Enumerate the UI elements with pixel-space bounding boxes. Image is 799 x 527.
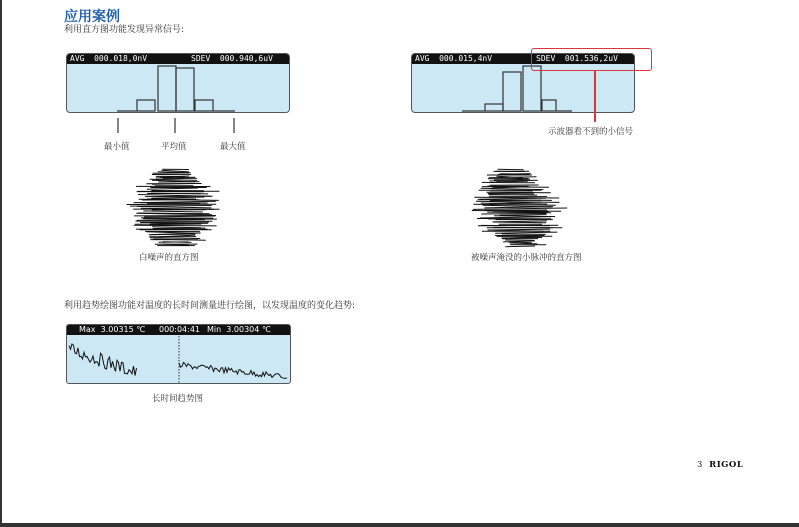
noise-stroke	[510, 243, 538, 244]
pulse-noise-caption: 被噪声淹没的小脉冲的直方图	[471, 253, 582, 263]
noise-stroke	[501, 238, 542, 239]
trend-intro: 利用趋势绘图功能对温度的长时间测量进行绘图，以发现温度的变化趋势:	[64, 301, 356, 311]
histogram-bar	[523, 66, 541, 111]
noise-stroke	[481, 188, 544, 189]
trend-line-left	[69, 344, 137, 376]
noise-stroke	[494, 179, 530, 180]
noise-stroke	[474, 197, 559, 198]
noise-stroke	[143, 211, 203, 212]
noise-stroke	[151, 197, 204, 198]
trend-caption: 长时间趋势图	[152, 394, 204, 404]
noise-stroke	[498, 169, 524, 170]
avg-readout-left: AVG 000.018,0nV	[70, 54, 148, 63]
page-footer	[697, 460, 743, 470]
noise-stroke	[487, 212, 551, 213]
noise-stroke	[505, 246, 535, 247]
noise-stroke	[147, 188, 198, 189]
noise-stroke	[481, 214, 546, 215]
noise-stroke	[149, 224, 201, 225]
noise-stroke	[153, 173, 190, 174]
noise-stroke	[152, 227, 201, 228]
noise-stroke	[502, 234, 546, 235]
noise-stroke	[472, 211, 561, 212]
sdev-highlight-pointer	[594, 70, 596, 122]
sdev-readout-right: SDEV 001.536,2uV	[536, 54, 618, 63]
max-label: 最大值	[220, 142, 246, 152]
noise-stroke	[152, 184, 193, 185]
noise-stroke	[495, 232, 557, 233]
trend-time-readout: 000:04:41	[159, 325, 201, 334]
section-title: 应用案例	[64, 9, 120, 25]
noise-stroke	[476, 201, 560, 202]
noise-stroke	[137, 206, 212, 208]
noise-stroke	[485, 207, 554, 208]
trend-min-readout: Min 3.00304 ℃	[207, 325, 271, 334]
noise-stroke	[491, 190, 532, 191]
avg-readout-right: AVG 000.015,4nV	[415, 54, 493, 63]
noise-stroke	[489, 195, 537, 196]
trend-display	[66, 324, 291, 384]
histogram-bar	[485, 104, 503, 111]
mean-label: 平均值	[161, 142, 187, 152]
noise-stroke	[500, 215, 547, 216]
noise-stroke	[487, 192, 551, 193]
sdev-highlight-box	[531, 48, 652, 71]
page-number: 3	[697, 460, 703, 470]
histogram-bar	[503, 72, 521, 111]
histogram-intro: 利用直方图功能发现异常信号:	[64, 25, 185, 35]
white-noise-histogram	[115, 168, 245, 248]
trend-max-readout: Max 3.00315 ℃	[79, 325, 146, 334]
noise-stroke	[480, 217, 555, 219]
trend-plot	[67, 325, 290, 383]
min-label: 最小值	[104, 142, 130, 152]
noise-stroke	[493, 222, 547, 223]
pulse-noise-histogram	[455, 168, 585, 248]
white-noise-caption: 白噪声的直方图	[139, 253, 199, 263]
noise-stroke	[489, 177, 537, 178]
noise-stroke	[149, 234, 196, 235]
noise-stroke	[479, 198, 546, 199]
histogram-bar	[542, 100, 556, 111]
sdev-readout-left: SDEV 000.940,6uV	[191, 54, 273, 63]
noise-stroke	[498, 174, 531, 175]
noise-stroke	[150, 238, 201, 239]
hidden-signal-annotation: 示波器看不到的小信号	[548, 127, 634, 137]
noise-stroke	[151, 193, 208, 194]
noise-stroke	[137, 220, 205, 221]
trend-line-right	[179, 363, 287, 379]
brand-logo: RIGOL	[709, 460, 744, 470]
noise-stroke	[134, 225, 217, 226]
